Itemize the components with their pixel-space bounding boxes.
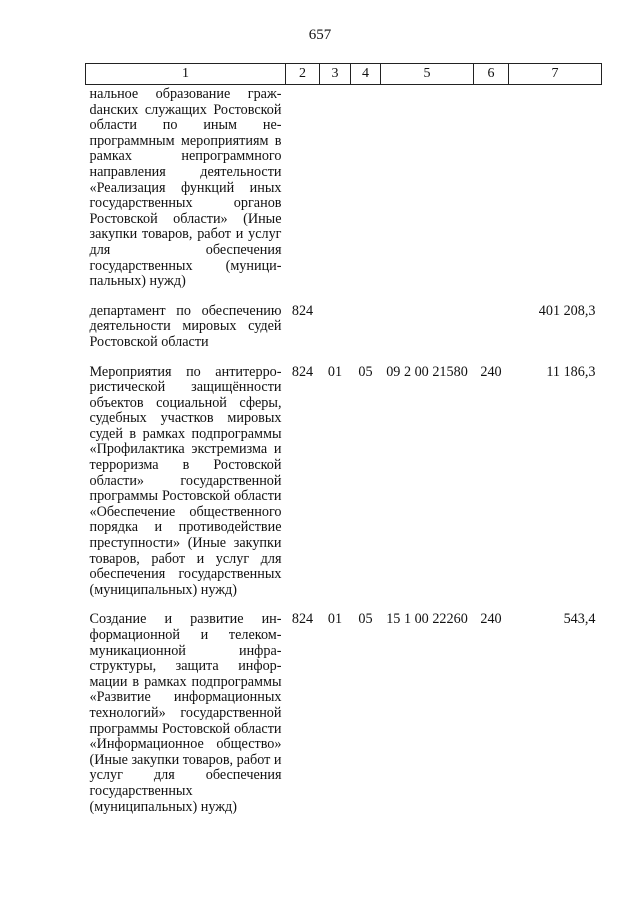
budget-table — [85, 63, 602, 819]
row-expense-type: 240 — [480, 611, 502, 628]
header-col-7: 7 — [509, 64, 602, 85]
page-number: 657 — [308, 27, 332, 43]
row-podrazdel: 05 — [358, 363, 373, 380]
row-amount: 543,4 — [563, 611, 596, 628]
row-expense-type: 240 — [480, 363, 502, 380]
row-glava: 824 — [291, 611, 314, 628]
header-row — [86, 64, 602, 85]
row-description: департамент по обеспечению деятельности мировых судей Ростовской области — [89, 302, 282, 350]
row-description: Создание и развитие информационной и телекоммуникационной инфраструктуры, защита информации в рамках подпрограммы «Развитие информационных технологий» государственной программы Ростовской области «Информационное общество» (Иные закупки товаров, работ и услуг для обеспечения государственных (муниципальных) нужд) — [89, 611, 282, 815]
row-target-code: 15 1 00 22260 — [386, 611, 468, 628]
table-body — [86, 85, 602, 820]
row-razdel — [320, 85, 351, 294]
header-col-2: 2 — [286, 64, 320, 85]
row-description: Мероприятия по антитеррористической защищённости объектов социальной сферы, судебных участков мировых судей в рамках подпрограммы «Профилактика экстремизма и терроризма в Ростовской области» государственной программы Ростовской области «Обеспечение общественного порядка и противодействие преступности» (Иные закупки товаров, работ и услуг для обеспечения государственных (муниципальных) нужд) — [89, 363, 282, 598]
header-col-3: 3 — [320, 64, 351, 85]
row-podrazdel: 05 — [358, 611, 373, 628]
table-row — [86, 85, 602, 294]
table-row — [86, 294, 602, 355]
header-col-6: 6 — [474, 64, 509, 85]
table-header — [86, 64, 602, 85]
row-glava: 824 — [291, 302, 314, 319]
row-razdel — [320, 294, 351, 355]
row-expense-type — [474, 294, 509, 355]
row-description: нальное образование гражdанских служащих Ростовской области по иным непрограммным мероприятиям в рамках непрограммного направления деятельности «Реализация функций иных государственных органов Ростовской области» (Иные закупки товаров, работ и услуг для обеспечения государственных (муниципальных) нужд) — [89, 86, 282, 290]
row-amount: 401 208,3 — [538, 302, 596, 319]
row-podrazdel — [351, 294, 381, 355]
row-target-code: 09 2 00 21580 — [386, 363, 468, 380]
row-razdel: 01 — [327, 611, 343, 628]
header-col-1: 1 — [86, 64, 286, 85]
row-target-code — [381, 85, 474, 294]
header-col-4: 4 — [351, 64, 381, 85]
row-glava — [286, 85, 320, 294]
table-row — [86, 602, 602, 819]
row-amount: 11 186,3 — [546, 363, 596, 380]
row-expense-type — [474, 85, 509, 294]
header-col-5: 5 — [381, 64, 474, 85]
row-glava: 824 — [291, 363, 314, 380]
row-target-code — [381, 294, 474, 355]
table-row — [86, 355, 602, 603]
row-amount — [509, 85, 602, 294]
row-podrazdel — [351, 85, 381, 294]
row-razdel: 01 — [327, 363, 343, 380]
